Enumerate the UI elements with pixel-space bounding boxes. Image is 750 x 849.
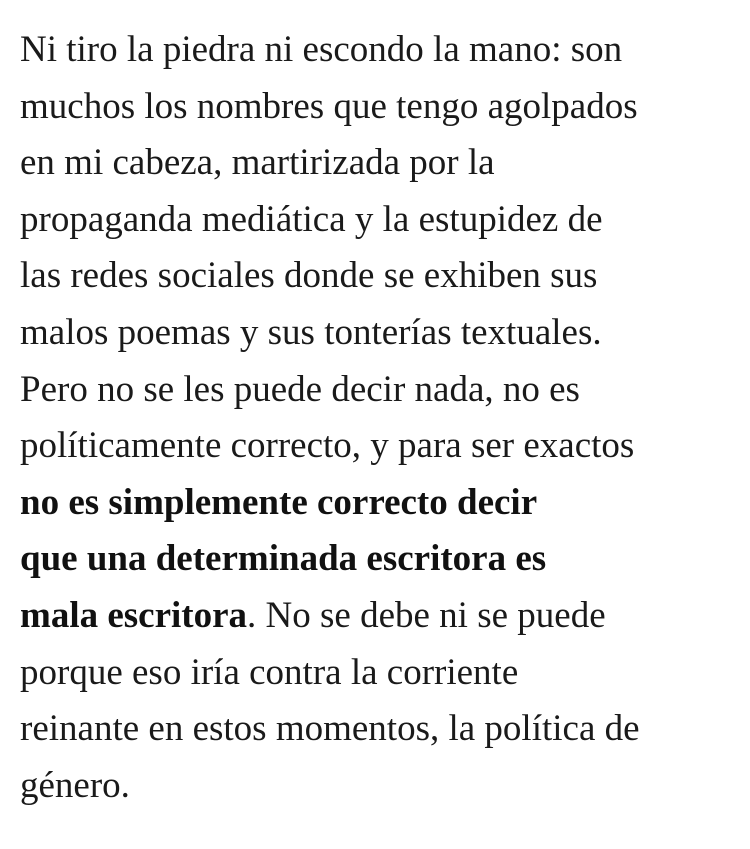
text-line — [20, 22, 735, 79]
line-text: propaganda mediática y la estupidez de — [20, 198, 603, 240]
line-text: Pero no se les puede decir nada, no es — [20, 368, 580, 410]
line-text: las redes sociales donde se exhiben sus — [20, 255, 598, 297]
line-text: políticamente correcto, y para ser exactos — [20, 425, 635, 467]
bold-line-text: no es simplemente correcto decir — [20, 481, 538, 523]
text-line — [20, 645, 735, 702]
line-text: . No se debe ni se puede — [247, 594, 606, 636]
line-text: en mi cabeza, martirizada por la — [20, 142, 495, 184]
line-text: reinante en estos momentos, la política de — [20, 708, 640, 750]
line-text: muchos los nombres que tengo agolpados — [20, 85, 638, 127]
article-paragraph — [20, 22, 735, 814]
text-line — [20, 588, 735, 645]
text-line — [20, 79, 735, 136]
text-line — [20, 305, 735, 362]
text-line — [20, 248, 735, 305]
text-line — [20, 701, 735, 758]
line-text: porque eso iría contra la corriente — [20, 651, 519, 693]
text-line — [20, 362, 735, 419]
bold-line-text: mala escritora — [20, 594, 248, 636]
text-line — [20, 531, 735, 588]
text-line — [20, 135, 735, 192]
text-line — [20, 475, 735, 532]
bold-line-text: que una determinada escritora es — [20, 538, 547, 580]
line-text: género. — [20, 764, 130, 806]
text-line — [20, 758, 735, 815]
line-text: malos poemas y sus tonterías textuales. — [20, 311, 602, 353]
text-line — [20, 192, 735, 249]
text-line — [20, 418, 735, 475]
line-text: Ni tiro la piedra ni escondo la mano: son — [20, 29, 623, 70]
